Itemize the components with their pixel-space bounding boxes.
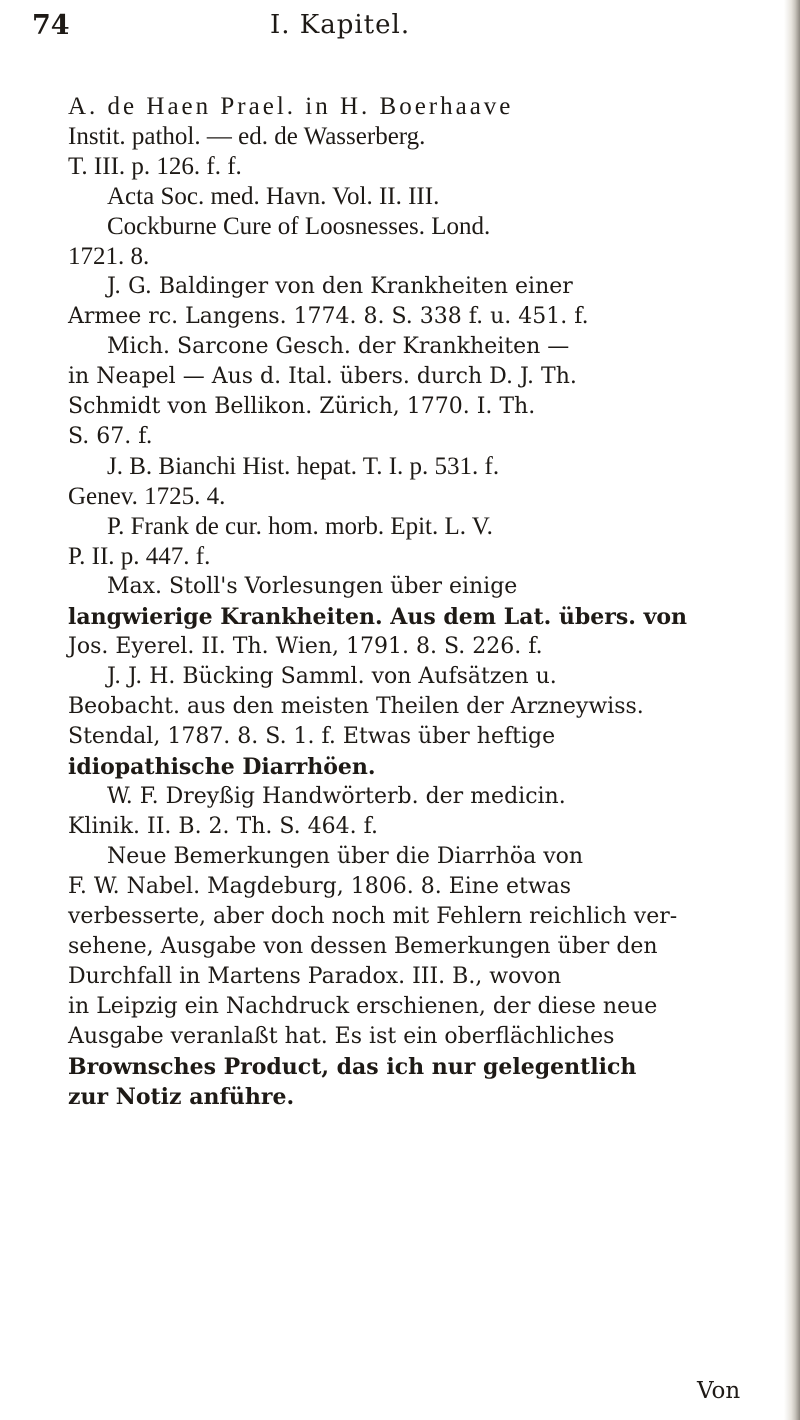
running-head: I. Kapitel. xyxy=(270,10,411,40)
text-line: J. J. H. Bücking Samml. von Aufsätzen u. xyxy=(107,664,557,689)
text-line: Acta Soc. med. Havn. Vol. II. III. xyxy=(107,183,440,210)
text-line: Mich. Sarcone Gesch. der Krankheiten — xyxy=(107,334,570,359)
text-line: Schmidt von Bellikon. Zürich, 1770. I. Th. xyxy=(68,394,536,419)
text-line: in Neapel — Aus d. Ital. übers. durch D. J. Th. xyxy=(68,364,577,389)
text-line: verbesserte, aber doch noch mit Fehlern reichlich ver- xyxy=(68,904,678,929)
text-line: idiopathische Diarrhöen. xyxy=(68,754,376,780)
text-line: in Leipzig ein Nachdruck erschienen, der diese neue xyxy=(68,994,658,1019)
text-line: Armee rc. Langens. 1774. 8. S. 338 f. u. 451. f. xyxy=(68,304,589,329)
page-number: 74 xyxy=(32,10,70,41)
text-line: T. III. p. 126. f. f. xyxy=(68,153,242,180)
text-line: zur Notiz anführe. xyxy=(68,1084,295,1110)
text-line: J. G. Baldinger von den Krankheiten einer xyxy=(107,274,573,299)
text-line: Jos. Eyerel. II. Th. Wien, 1791. 8. S. 226. f. xyxy=(68,634,543,659)
text-line: Brownsches Product, das ich nur gelegentlich xyxy=(68,1054,637,1080)
text-line: Neue Bemerkungen über die Diarrhöa von xyxy=(107,844,584,869)
text-line: 1721. 8. xyxy=(68,243,150,270)
text-line: Max. Stoll's Vorlesungen über einige xyxy=(107,574,518,599)
text-line: Klinik. II. B. 2. Th. S. 464. f. xyxy=(68,814,378,839)
catchword: Von xyxy=(697,1378,741,1404)
text-line: Durchfall in Martens Paradox. III. B., wovon xyxy=(68,964,562,989)
text-line: P. Frank de cur. hom. morb. Epit. L. V. xyxy=(107,513,493,540)
text-line: langwierige Krankheiten. Aus dem Lat. übers. von xyxy=(68,604,688,630)
text-line: Ausgabe veranlaßt hat. Es ist ein oberflächliches xyxy=(68,1024,615,1049)
text-line: Stendal, 1787. 8. S. 1. f. Etwas über heftige xyxy=(68,724,556,749)
text-line: P. II. p. 447. f. xyxy=(68,543,211,570)
text-line: Instit. pathol. — ed. de Wasserberg. xyxy=(68,123,426,150)
text-line: J. B. Bianchi Hist. hepat. T. I. p. 531. f. xyxy=(107,453,500,480)
text-line: F. W. Nabel. Magdeburg, 1806. 8. Eine etwas xyxy=(68,874,572,899)
text-line: Beobacht. aus den meisten Theilen der Arzneywiss. xyxy=(68,694,644,719)
text-line: sehene, Ausgabe von dessen Bemerkungen über den xyxy=(68,934,658,959)
text-line: A. de Haen Prael. in H. Boerhaave xyxy=(68,93,514,120)
text-line: S. 67. f. xyxy=(68,424,153,449)
text-line: Genev. 1725. 4. xyxy=(68,483,226,510)
text-line: Cockburne Cure of Loosnesses. Lond. xyxy=(107,213,491,240)
text-line: W. F. Dreyßig Handwörterb. der medicin. xyxy=(107,784,566,809)
